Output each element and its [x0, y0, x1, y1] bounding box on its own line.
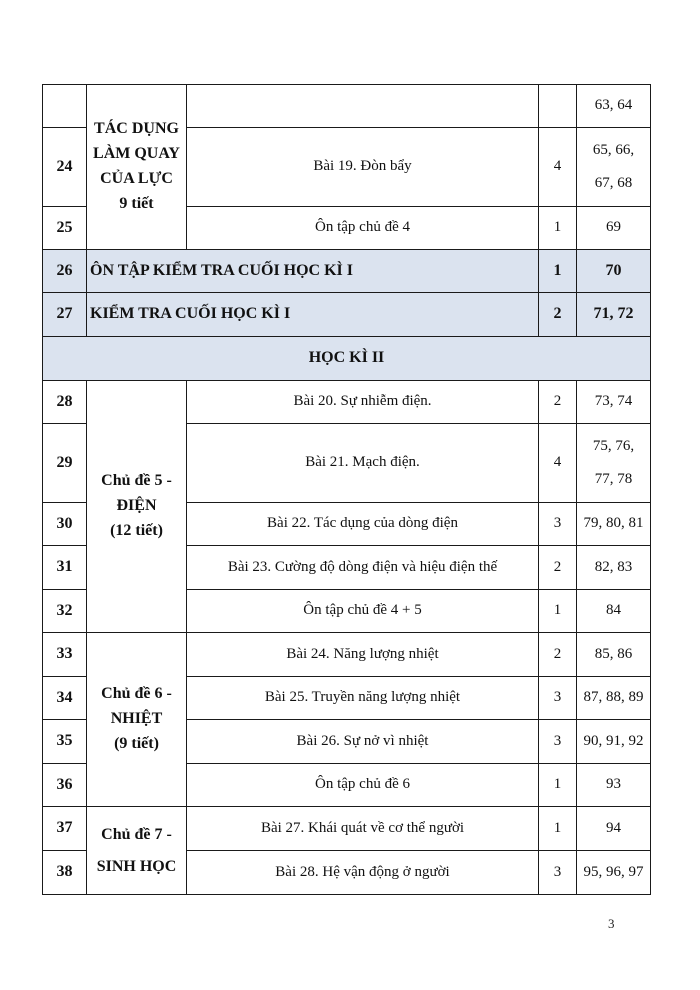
row-number: 26 — [43, 250, 87, 293]
period-count: 1 — [539, 764, 577, 807]
periods-cell: 79, 80, 81 — [577, 503, 651, 546]
period-count: 3 — [539, 677, 577, 720]
row-number: 25 — [43, 207, 87, 250]
row-number: 31 — [43, 546, 87, 590]
semester-heading: HỌC KÌ II — [43, 337, 651, 381]
section-title: ÔN TẬP KIỂM TRA CUỐI HỌC KÌ I — [87, 250, 539, 293]
periods-cell: 71, 72 — [577, 293, 651, 337]
lesson-cell: Ôn tập chủ đề 4 + 5 — [187, 590, 539, 633]
period-count: 3 — [539, 851, 577, 895]
row-number: 35 — [43, 720, 87, 764]
periods-line: 77, 78 — [594, 471, 633, 487]
row-number: 33 — [43, 633, 87, 677]
periods-cell: 85, 86 — [577, 633, 651, 677]
lesson-cell: Bài 21. Mạch điện. — [187, 424, 539, 503]
row-number: 24 — [43, 128, 87, 207]
row-number: 37 — [43, 807, 87, 851]
topic-line: CỦA LỰC — [100, 170, 173, 187]
periods-cell: 90, 91, 92 — [577, 720, 651, 764]
periods-cell: 87, 88, 89 — [577, 677, 651, 720]
row-number: 32 — [43, 590, 87, 633]
periods-line: 65, 66, — [592, 142, 635, 158]
row-number: 29 — [43, 424, 87, 503]
period-count: 3 — [539, 720, 577, 764]
topic-line: ĐIỆN — [116, 497, 157, 515]
period-count — [539, 85, 577, 128]
lesson-cell: Bài 24. Năng lượng nhiệt — [187, 633, 539, 677]
period-count: 1 — [539, 807, 577, 851]
row-number: 27 — [43, 293, 87, 337]
period-count: 2 — [539, 546, 577, 590]
lesson-cell: Ôn tập chủ đề 4 — [187, 207, 539, 250]
topic-line: SINH HỌC — [96, 857, 177, 875]
topic-line: (12 tiết) — [110, 521, 163, 539]
topic-line: Chủ đề 7 - — [101, 826, 172, 844]
topic-line: Chủ đề 5 - — [101, 472, 172, 490]
topic-cell — [87, 381, 187, 633]
periods-cell: 82, 83 — [577, 546, 651, 590]
period-count: 1 — [539, 590, 577, 633]
period-count: 1 — [539, 250, 577, 293]
period-count: 3 — [539, 503, 577, 546]
topic-cell — [87, 85, 187, 250]
page-number: 3 — [608, 916, 615, 931]
table-row — [43, 807, 651, 851]
row-number: 34 — [43, 677, 87, 720]
periods-cell: 70 — [577, 250, 651, 293]
period-count: 1 — [539, 207, 577, 250]
topic-line: 9 tiết — [119, 194, 154, 212]
periods-cell: 94 — [577, 807, 651, 851]
topic-cell — [87, 633, 187, 807]
row-number: 30 — [43, 503, 87, 546]
periods-cell: 69 — [577, 207, 651, 250]
period-count: 4 — [539, 424, 577, 503]
periods-cell — [577, 128, 651, 207]
period-count: 2 — [539, 633, 577, 677]
periods-cell: 84 — [577, 590, 651, 633]
lesson-cell: Bài 23. Cường độ dòng điện và hiệu điện thế — [187, 546, 539, 590]
row-number: 28 — [43, 381, 87, 424]
periods-line: 67, 68 — [594, 175, 633, 191]
table-row — [43, 633, 651, 677]
topic-line: Chủ đề 6 - — [101, 685, 172, 703]
periods-cell: 93 — [577, 764, 651, 807]
periods-cell: 73, 74 — [577, 381, 651, 424]
table-row — [43, 337, 651, 381]
lesson-cell: Bài 28. Hệ vận động ở người — [187, 851, 539, 895]
row-number — [43, 85, 87, 128]
lesson-cell: Ôn tập chủ đề 6 — [187, 764, 539, 807]
lesson-cell: Bài 22. Tác dụng của dòng điện — [187, 503, 539, 546]
table-row — [43, 381, 651, 424]
period-count: 2 — [539, 293, 577, 337]
row-number: 38 — [43, 851, 87, 895]
periods-cell — [577, 424, 651, 503]
lesson-cell: Bài 20. Sự nhiễm điện. — [187, 381, 539, 424]
period-count: 2 — [539, 381, 577, 424]
table-row — [43, 293, 651, 337]
periods-cell: 95, 96, 97 — [577, 851, 651, 895]
lesson-cell: Bài 26. Sự nở vì nhiệt — [187, 720, 539, 764]
period-count: 4 — [539, 128, 577, 207]
table-row — [43, 250, 651, 293]
row-number: 36 — [43, 764, 87, 807]
topic-line: NHIỆT — [110, 710, 163, 728]
topic-cell — [87, 807, 187, 895]
lesson-cell — [187, 85, 539, 128]
topic-line: (9 tiết) — [114, 734, 159, 752]
lesson-plan-table — [42, 84, 651, 895]
lesson-cell: Bài 25. Truyền năng lượng nhiệt — [187, 677, 539, 720]
topic-line: TÁC DỤNG — [94, 120, 179, 138]
table-row — [43, 85, 651, 128]
lesson-cell: Bài 27. Khái quát về cơ thể người — [187, 807, 539, 851]
periods-line: 75, 76, — [592, 438, 635, 454]
lesson-cell: Bài 19. Đòn bẩy — [187, 128, 539, 207]
periods-cell: 63, 64 — [577, 85, 651, 128]
section-title: KIỂM TRA CUỐI HỌC KÌ I — [87, 293, 539, 337]
topic-line: LÀM QUAY — [93, 145, 180, 163]
